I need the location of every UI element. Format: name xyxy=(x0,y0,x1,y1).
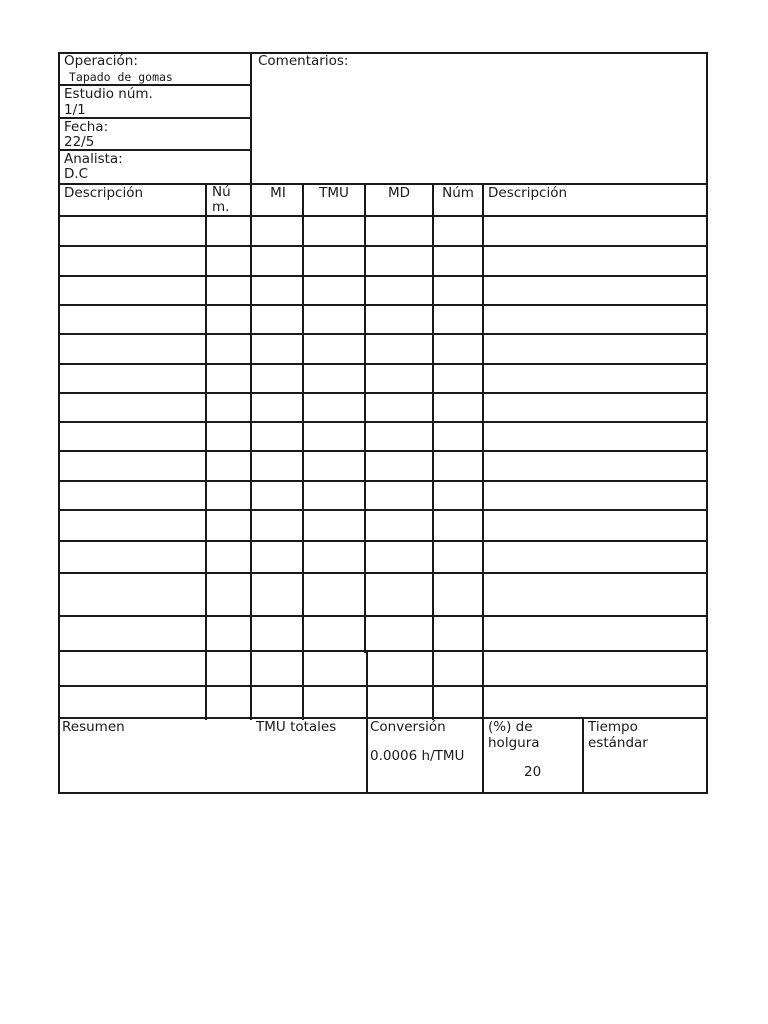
comentarios-field[interactable] xyxy=(254,70,704,180)
estudio-value[interactable]: 1/1 xyxy=(64,102,86,118)
operacion-value[interactable]: Tapado de gomas xyxy=(69,70,173,84)
analista-value[interactable]: D.C xyxy=(64,166,89,182)
resumen-label: Resumen xyxy=(62,719,125,735)
operacion-label: Operación: xyxy=(64,53,138,69)
holgura-label: (%) de holgura xyxy=(488,719,540,751)
row-rule xyxy=(58,615,708,617)
row-rule xyxy=(58,540,708,542)
comentarios-label: Comentarios: xyxy=(258,53,349,69)
estudio-label: Estudio núm. xyxy=(64,86,153,102)
row-rule xyxy=(58,572,708,574)
row-rule xyxy=(58,421,708,423)
row-rule xyxy=(58,450,708,452)
row-rule xyxy=(58,392,708,394)
row-rule xyxy=(58,304,708,306)
row-rule xyxy=(58,509,708,511)
analista-label: Analista: xyxy=(64,151,123,167)
col-header-num-left: Núm. xyxy=(212,184,231,215)
col-separator xyxy=(582,718,584,794)
row-rule xyxy=(58,275,708,277)
conversion-label: Conversión xyxy=(370,719,446,735)
row-rule xyxy=(58,650,708,652)
col-header-tmu: TMU xyxy=(319,185,349,201)
fecha-value[interactable]: 22/5 xyxy=(64,134,95,150)
col-header-num-right: Núm xyxy=(442,185,474,201)
rule xyxy=(58,215,708,217)
holgura-value[interactable]: 20 xyxy=(524,764,542,780)
conversion-value: 0.0006 h/TMU xyxy=(370,748,465,764)
col-header-descripcion-right: Descripción xyxy=(488,185,568,201)
tmu-totales-label: TMU totales xyxy=(256,719,337,735)
row-rule xyxy=(58,480,708,482)
fecha-label: Fecha: xyxy=(64,119,109,135)
col-separator xyxy=(366,651,368,794)
row-rule xyxy=(58,333,708,335)
row-rule xyxy=(58,685,708,687)
col-header-md: MD xyxy=(387,185,411,201)
row-rule xyxy=(58,245,708,247)
tiempo-estandar-label: Tiempo estándar xyxy=(588,719,648,751)
row-rule xyxy=(58,363,708,365)
col-header-mi: MI xyxy=(270,185,286,201)
col-separator xyxy=(364,183,366,653)
col-header-descripcion-left: Descripción xyxy=(64,185,144,201)
